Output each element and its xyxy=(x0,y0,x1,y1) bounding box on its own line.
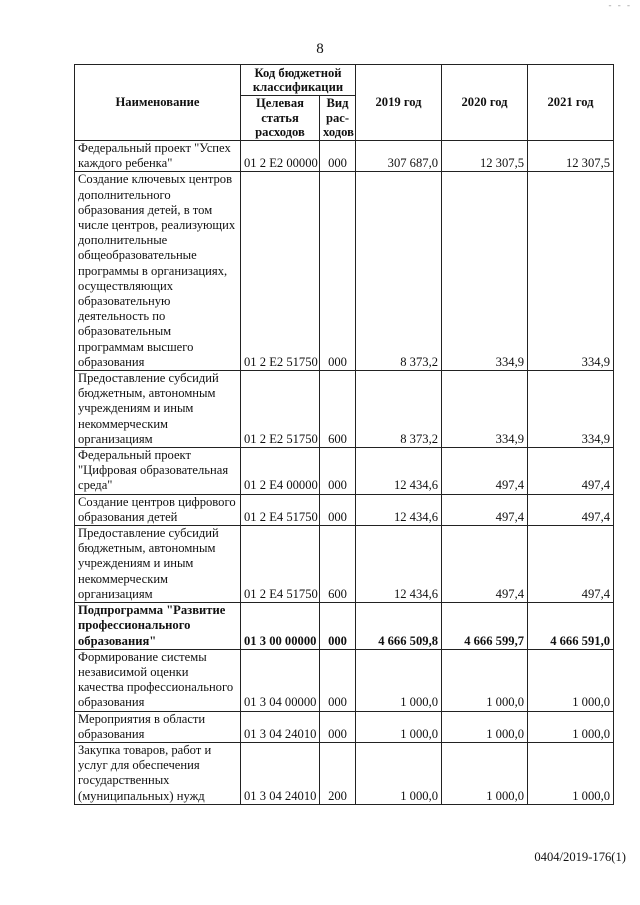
row-code: 01 2 Е4 00000 xyxy=(241,448,320,495)
table-body xyxy=(75,141,614,805)
row-code: 01 2 Е2 51750 xyxy=(241,172,320,371)
row-name: Мероприятия в области образования xyxy=(75,711,241,742)
header-code-group: Код бюджетной классификации xyxy=(241,65,356,96)
row-2020: 12 307,5 xyxy=(442,141,528,172)
row-2021: 497,4 xyxy=(528,526,614,603)
row-2019: 12 434,6 xyxy=(356,448,442,495)
header-code: Целевая статья расходов xyxy=(241,96,320,141)
table-row xyxy=(75,526,614,603)
table-header xyxy=(75,65,614,141)
row-code: 01 2 Е2 51750 xyxy=(241,371,320,448)
table-row xyxy=(75,172,614,371)
row-code: 01 2 Е4 51750 xyxy=(241,494,320,525)
row-name: Формирование системы независимой оценки качества профессионального образования xyxy=(75,649,241,711)
row-kind: 000 xyxy=(320,448,356,495)
row-2019: 8 373,2 xyxy=(356,172,442,371)
corner-mark: - - - xyxy=(608,0,632,10)
row-kind: 000 xyxy=(320,711,356,742)
row-name: Предоставление субсидий бюджетным, автономным учреждениям и иным некоммерческим организациям xyxy=(75,371,241,448)
table-row xyxy=(75,711,614,742)
header-2020: 2020 год xyxy=(442,65,528,141)
row-2021: 334,9 xyxy=(528,371,614,448)
row-2019: 1 000,0 xyxy=(356,649,442,711)
row-kind: 000 xyxy=(320,649,356,711)
row-name: Создание ключевых центров дополнительного образования детей, в том числе центров, реализующих дополнительные общеобразовательные программы в организациях, осуществляющих образовательную деятельность по образовательным программам высшего образования xyxy=(75,172,241,371)
row-kind: 000 xyxy=(320,603,356,650)
row-name: Федеральный проект "Успех каждого ребенка" xyxy=(75,141,241,172)
header-kind: Вид рас-ходов xyxy=(320,96,356,141)
header-name: Наименование xyxy=(75,65,241,141)
row-2020: 4 666 599,7 xyxy=(442,603,528,650)
row-2020: 334,9 xyxy=(442,371,528,448)
row-name: Создание центров цифрового образования детей xyxy=(75,494,241,525)
row-2020: 497,4 xyxy=(442,494,528,525)
header-2019: 2019 год xyxy=(356,65,442,141)
header-2021: 2021 год xyxy=(528,65,614,141)
row-2021: 497,4 xyxy=(528,448,614,495)
row-2020: 497,4 xyxy=(442,448,528,495)
row-2020: 1 000,0 xyxy=(442,649,528,711)
page-number: 8 xyxy=(316,41,324,57)
row-2021: 1 000,0 xyxy=(528,649,614,711)
row-2019: 8 373,2 xyxy=(356,371,442,448)
row-kind: 600 xyxy=(320,526,356,603)
row-code: 01 2 Е4 51750 xyxy=(241,526,320,603)
row-code: 01 2 Е2 00000 xyxy=(241,141,320,172)
row-kind: 000 xyxy=(320,494,356,525)
table-row xyxy=(75,494,614,525)
row-2020: 1 000,0 xyxy=(442,742,528,804)
budget-table xyxy=(74,64,614,805)
row-name: Подпрограмма "Развитие профессионального образования" xyxy=(75,603,241,650)
row-2021: 4 666 591,0 xyxy=(528,603,614,650)
table-row xyxy=(75,603,614,650)
row-code: 01 3 00 00000 xyxy=(241,603,320,650)
row-2019: 1 000,0 xyxy=(356,711,442,742)
row-2020: 497,4 xyxy=(442,526,528,603)
row-kind: 600 xyxy=(320,371,356,448)
row-name: Закупка товаров, работ и услуг для обеспечения государственных (муниципальных) нужд xyxy=(75,742,241,804)
row-kind: 000 xyxy=(320,172,356,371)
row-2021: 334,9 xyxy=(528,172,614,371)
row-2021: 12 307,5 xyxy=(528,141,614,172)
table-row xyxy=(75,141,614,172)
row-2021: 1 000,0 xyxy=(528,742,614,804)
row-2019: 307 687,0 xyxy=(356,141,442,172)
row-2019: 12 434,6 xyxy=(356,494,442,525)
row-2020: 334,9 xyxy=(442,172,528,371)
table-row xyxy=(75,371,614,448)
row-2019: 1 000,0 xyxy=(356,742,442,804)
row-2021: 1 000,0 xyxy=(528,711,614,742)
table-row xyxy=(75,649,614,711)
row-2021: 497,4 xyxy=(528,494,614,525)
row-kind: 200 xyxy=(320,742,356,804)
row-code: 01 3 04 24010 xyxy=(241,711,320,742)
row-2019: 12 434,6 xyxy=(356,526,442,603)
row-name: Федеральный проект "Цифровая образовательная среда" xyxy=(75,448,241,495)
row-code: 01 3 04 00000 xyxy=(241,649,320,711)
document-code: 0404/2019-176(1) xyxy=(534,850,626,864)
table-row xyxy=(75,448,614,495)
row-2019: 4 666 509,8 xyxy=(356,603,442,650)
table-row xyxy=(75,742,614,804)
row-kind: 000 xyxy=(320,141,356,172)
row-name: Предоставление субсидий бюджетным, автономным учреждениям и иным некоммерческим организациям xyxy=(75,526,241,603)
row-code: 01 3 04 24010 xyxy=(241,742,320,804)
row-2020: 1 000,0 xyxy=(442,711,528,742)
